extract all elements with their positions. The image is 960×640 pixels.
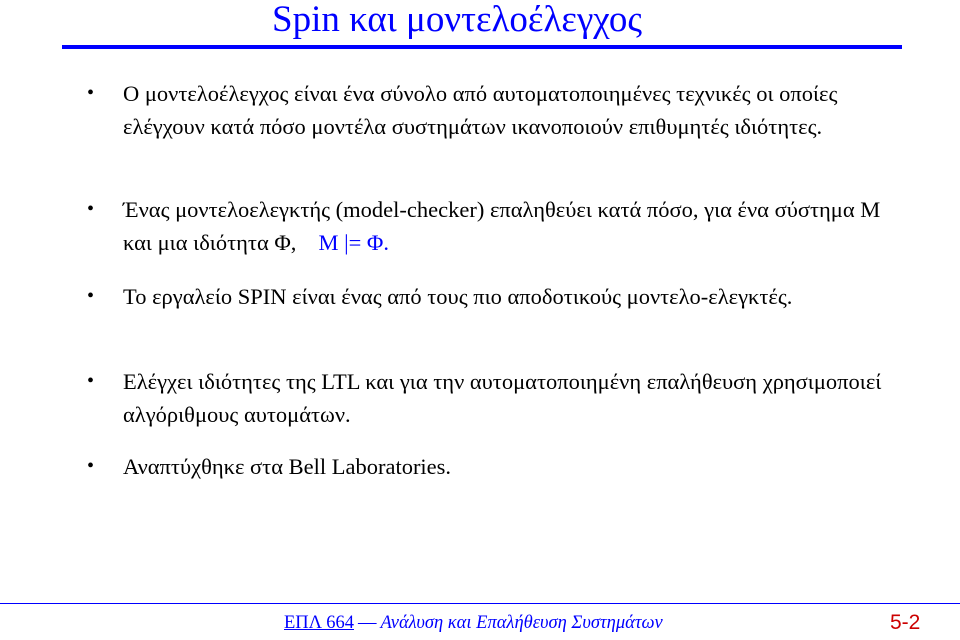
bullet-item: [87, 77, 913, 143]
bullet-text: Ένας μοντελοελεγκτής (model-checker) επαληθεύει κατά πόσο, για ένα σύστημα Μ και μια ιδιότητα Φ,: [123, 197, 881, 255]
bullet-text: Αναπτύχθηκε στα Bell Laboratories.: [123, 454, 452, 479]
footer-subject: Ανάλυση και Επαλήθευση Συστημάτων: [380, 613, 663, 633]
bullet-dot-icon: •: [87, 82, 95, 104]
bullet-text: Το εργαλείο SPIN είναι ένας από τους πιο αποδοτικούς μοντελο-ελεγκτές.: [123, 284, 793, 309]
footer-course: ΕΠΛ 664: [284, 613, 354, 633]
bullet-text: Ελέγχει ιδιότητες της LTL και για την αυτοματοποιημένη επαλήθευση χρησιμοποιεί αλγόριθμους αυτομάτων.: [123, 369, 882, 427]
bullet-dot-icon: •: [87, 285, 95, 307]
bullet-item: [87, 365, 913, 431]
bullet-dot-icon: •: [87, 370, 95, 392]
bullet-dot-icon: •: [87, 198, 95, 220]
footer-separator: —: [357, 613, 377, 633]
bullet-item: [87, 280, 913, 313]
bullet-dot-icon: •: [87, 455, 95, 477]
footer: [284, 609, 663, 637]
title-underline: [62, 45, 902, 49]
bullet-text: Ο μοντελοέλεγχος είναι ένα σύνολο από αυτοματοποιημένες τεχνικές οι οποίες ελέγχουν κατά πόσο μοντέλα συστημάτων ικανοποιούν επιθυμητές ιδιότητες.: [123, 81, 838, 139]
slide-title: Spin και μοντελοέλεγχος: [272, 0, 643, 40]
satisfaction-formula: M |= Φ.: [318, 230, 389, 255]
bullet-item: [87, 193, 913, 259]
page-number: 5-2: [890, 611, 921, 634]
footer-divider: [0, 603, 960, 604]
bullet-item: [87, 450, 913, 483]
